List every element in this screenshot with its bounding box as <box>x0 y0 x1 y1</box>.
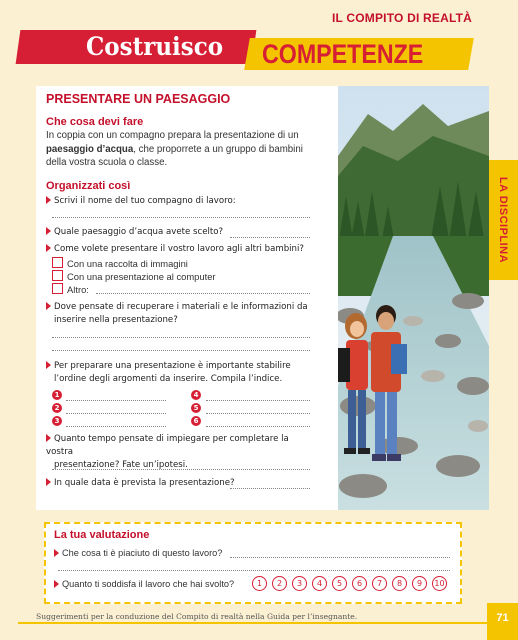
index-number: 4 <box>191 390 201 400</box>
question-index-line-2: l’ordine degli argomenti da inserire. Compila l’indice. <box>54 374 283 384</box>
evaluation-box <box>44 522 462 604</box>
index-item-4 <box>191 390 201 400</box>
question-presentation-mode <box>46 243 316 256</box>
answer-line-partner[interactable] <box>52 217 310 218</box>
question-partner-text: Scrivi il nome del tuo compagno di lavoro: <box>54 196 236 206</box>
scale-option-10[interactable]: 10 <box>432 576 447 591</box>
task-line-2-bold: paesaggio d’acqua <box>46 143 134 155</box>
question-time <box>46 433 316 472</box>
task-line-2 <box>46 143 324 157</box>
index-item-1 <box>52 390 62 400</box>
footer-note: Suggerimenti per la conduzione del Compito di realtà nella Guida per l’insegnante. <box>36 612 358 621</box>
question-materials-line-2: inserire nella presentazione? <box>54 315 178 325</box>
arrow-icon <box>46 302 51 310</box>
evaluation-question-liked-text: Che cosa ti è piaciuto di questo lavoro? <box>62 548 223 558</box>
answer-line-time[interactable] <box>52 469 310 470</box>
question-date-text: In quale data è prevista la presentazione? <box>54 478 235 488</box>
option-images-label: Con una raccolta di immagini <box>67 258 188 269</box>
answer-line-liked-2[interactable] <box>58 570 450 571</box>
task-line-3: della vostra scuola o classe. <box>46 157 168 168</box>
index-item-2 <box>52 403 62 413</box>
option-computer[interactable] <box>52 270 216 283</box>
task-description <box>46 129 324 170</box>
task-title: Che cosa devi fare <box>46 116 144 128</box>
activity-heading: PRESENTARE UN PAESAGGIO <box>46 92 231 106</box>
arrow-icon <box>54 549 59 557</box>
question-presentation-mode-text: Come volete presentare il vostro lavoro agli altri bambini? <box>54 244 304 254</box>
scale-option-2[interactable]: 2 <box>272 576 287 591</box>
index-number: 3 <box>52 416 62 426</box>
answer-line-liked[interactable] <box>230 557 450 558</box>
answer-line-materials-2[interactable] <box>52 350 310 351</box>
checkbox[interactable] <box>52 283 63 294</box>
option-other-label: Altro: <box>67 284 89 295</box>
scale-option-8[interactable]: 8 <box>392 576 407 591</box>
index-line-5[interactable] <box>206 413 310 414</box>
evaluation-question-satisfaction <box>54 578 234 590</box>
page-subtitle: COMPETENZE <box>262 39 424 69</box>
index-line-1[interactable] <box>66 400 166 401</box>
header-tag: IL COMPITO DI REALTÀ <box>331 11 472 25</box>
section-tab-label: LA DISCIPLINA <box>497 176 509 264</box>
arrow-icon <box>46 478 51 486</box>
answer-line-landscape[interactable] <box>230 237 310 238</box>
arrow-icon <box>46 361 51 369</box>
question-time-line-2: presentazione? Fate un’ipotesi. <box>54 460 188 470</box>
organize-title: Organizzati così <box>46 180 131 192</box>
task-line-2-rest: , che proporrete a un gruppo di bambini <box>133 143 303 155</box>
index-number: 5 <box>191 403 201 413</box>
arrow-icon <box>54 580 59 588</box>
arrow-icon <box>46 227 51 235</box>
arrow-icon <box>46 244 51 252</box>
option-images[interactable] <box>52 257 188 270</box>
question-index <box>46 360 316 386</box>
question-index-line-1: Per preparare una presentazione è importante stabilire <box>54 361 291 371</box>
index-line-6[interactable] <box>206 426 310 427</box>
river-landscape-photo <box>338 86 489 510</box>
index-item-6 <box>191 416 201 426</box>
scale-option-6[interactable]: 6 <box>352 576 367 591</box>
scale-option-9[interactable]: 9 <box>412 576 427 591</box>
task-line-1: In coppia con un compagno prepara la presentazione di un <box>46 130 299 141</box>
index-number: 6 <box>191 416 201 426</box>
satisfaction-scale <box>252 576 447 591</box>
arrow-icon <box>46 434 51 442</box>
option-computer-label: Con una presentazione al computer <box>67 271 216 282</box>
question-time-line-1: Quanto tempo pensate di impiegare per completare la vostra <box>46 434 289 457</box>
checkbox[interactable] <box>52 270 63 281</box>
answer-line-other[interactable] <box>96 293 310 294</box>
evaluation-question-satisfaction-text: Quanto ti soddisfa il lavoro che hai svolto? <box>62 579 235 589</box>
index-item-5 <box>191 403 201 413</box>
checkbox[interactable] <box>52 257 63 268</box>
option-other[interactable] <box>52 283 89 296</box>
index-item-3 <box>52 416 62 426</box>
scale-option-5[interactable]: 5 <box>332 576 347 591</box>
evaluation-question-liked <box>54 547 222 559</box>
evaluation-title: La tua valutazione <box>54 529 150 541</box>
index-line-2[interactable] <box>66 413 166 414</box>
index-number: 2 <box>52 403 62 413</box>
footer-rule <box>18 622 487 624</box>
question-partner <box>46 195 316 208</box>
answer-line-materials-1[interactable] <box>52 337 310 338</box>
scale-option-3[interactable]: 3 <box>292 576 307 591</box>
scale-option-1[interactable]: 1 <box>252 576 267 591</box>
question-landscape-text: Quale paesaggio d’acqua avete scelto? <box>54 227 224 237</box>
scale-option-7[interactable]: 7 <box>372 576 387 591</box>
question-materials-line-1: Dove pensate di recuperare i materiali e le informazioni da <box>54 302 308 312</box>
index-line-3[interactable] <box>66 426 166 427</box>
scale-option-4[interactable]: 4 <box>312 576 327 591</box>
index-number: 1 <box>52 390 62 400</box>
page-title: Costruisco <box>86 32 224 61</box>
page-number: 71 <box>496 612 509 624</box>
question-materials <box>46 301 316 327</box>
answer-line-date[interactable] <box>230 488 310 489</box>
arrow-icon <box>46 196 51 204</box>
index-line-4[interactable] <box>206 400 310 401</box>
